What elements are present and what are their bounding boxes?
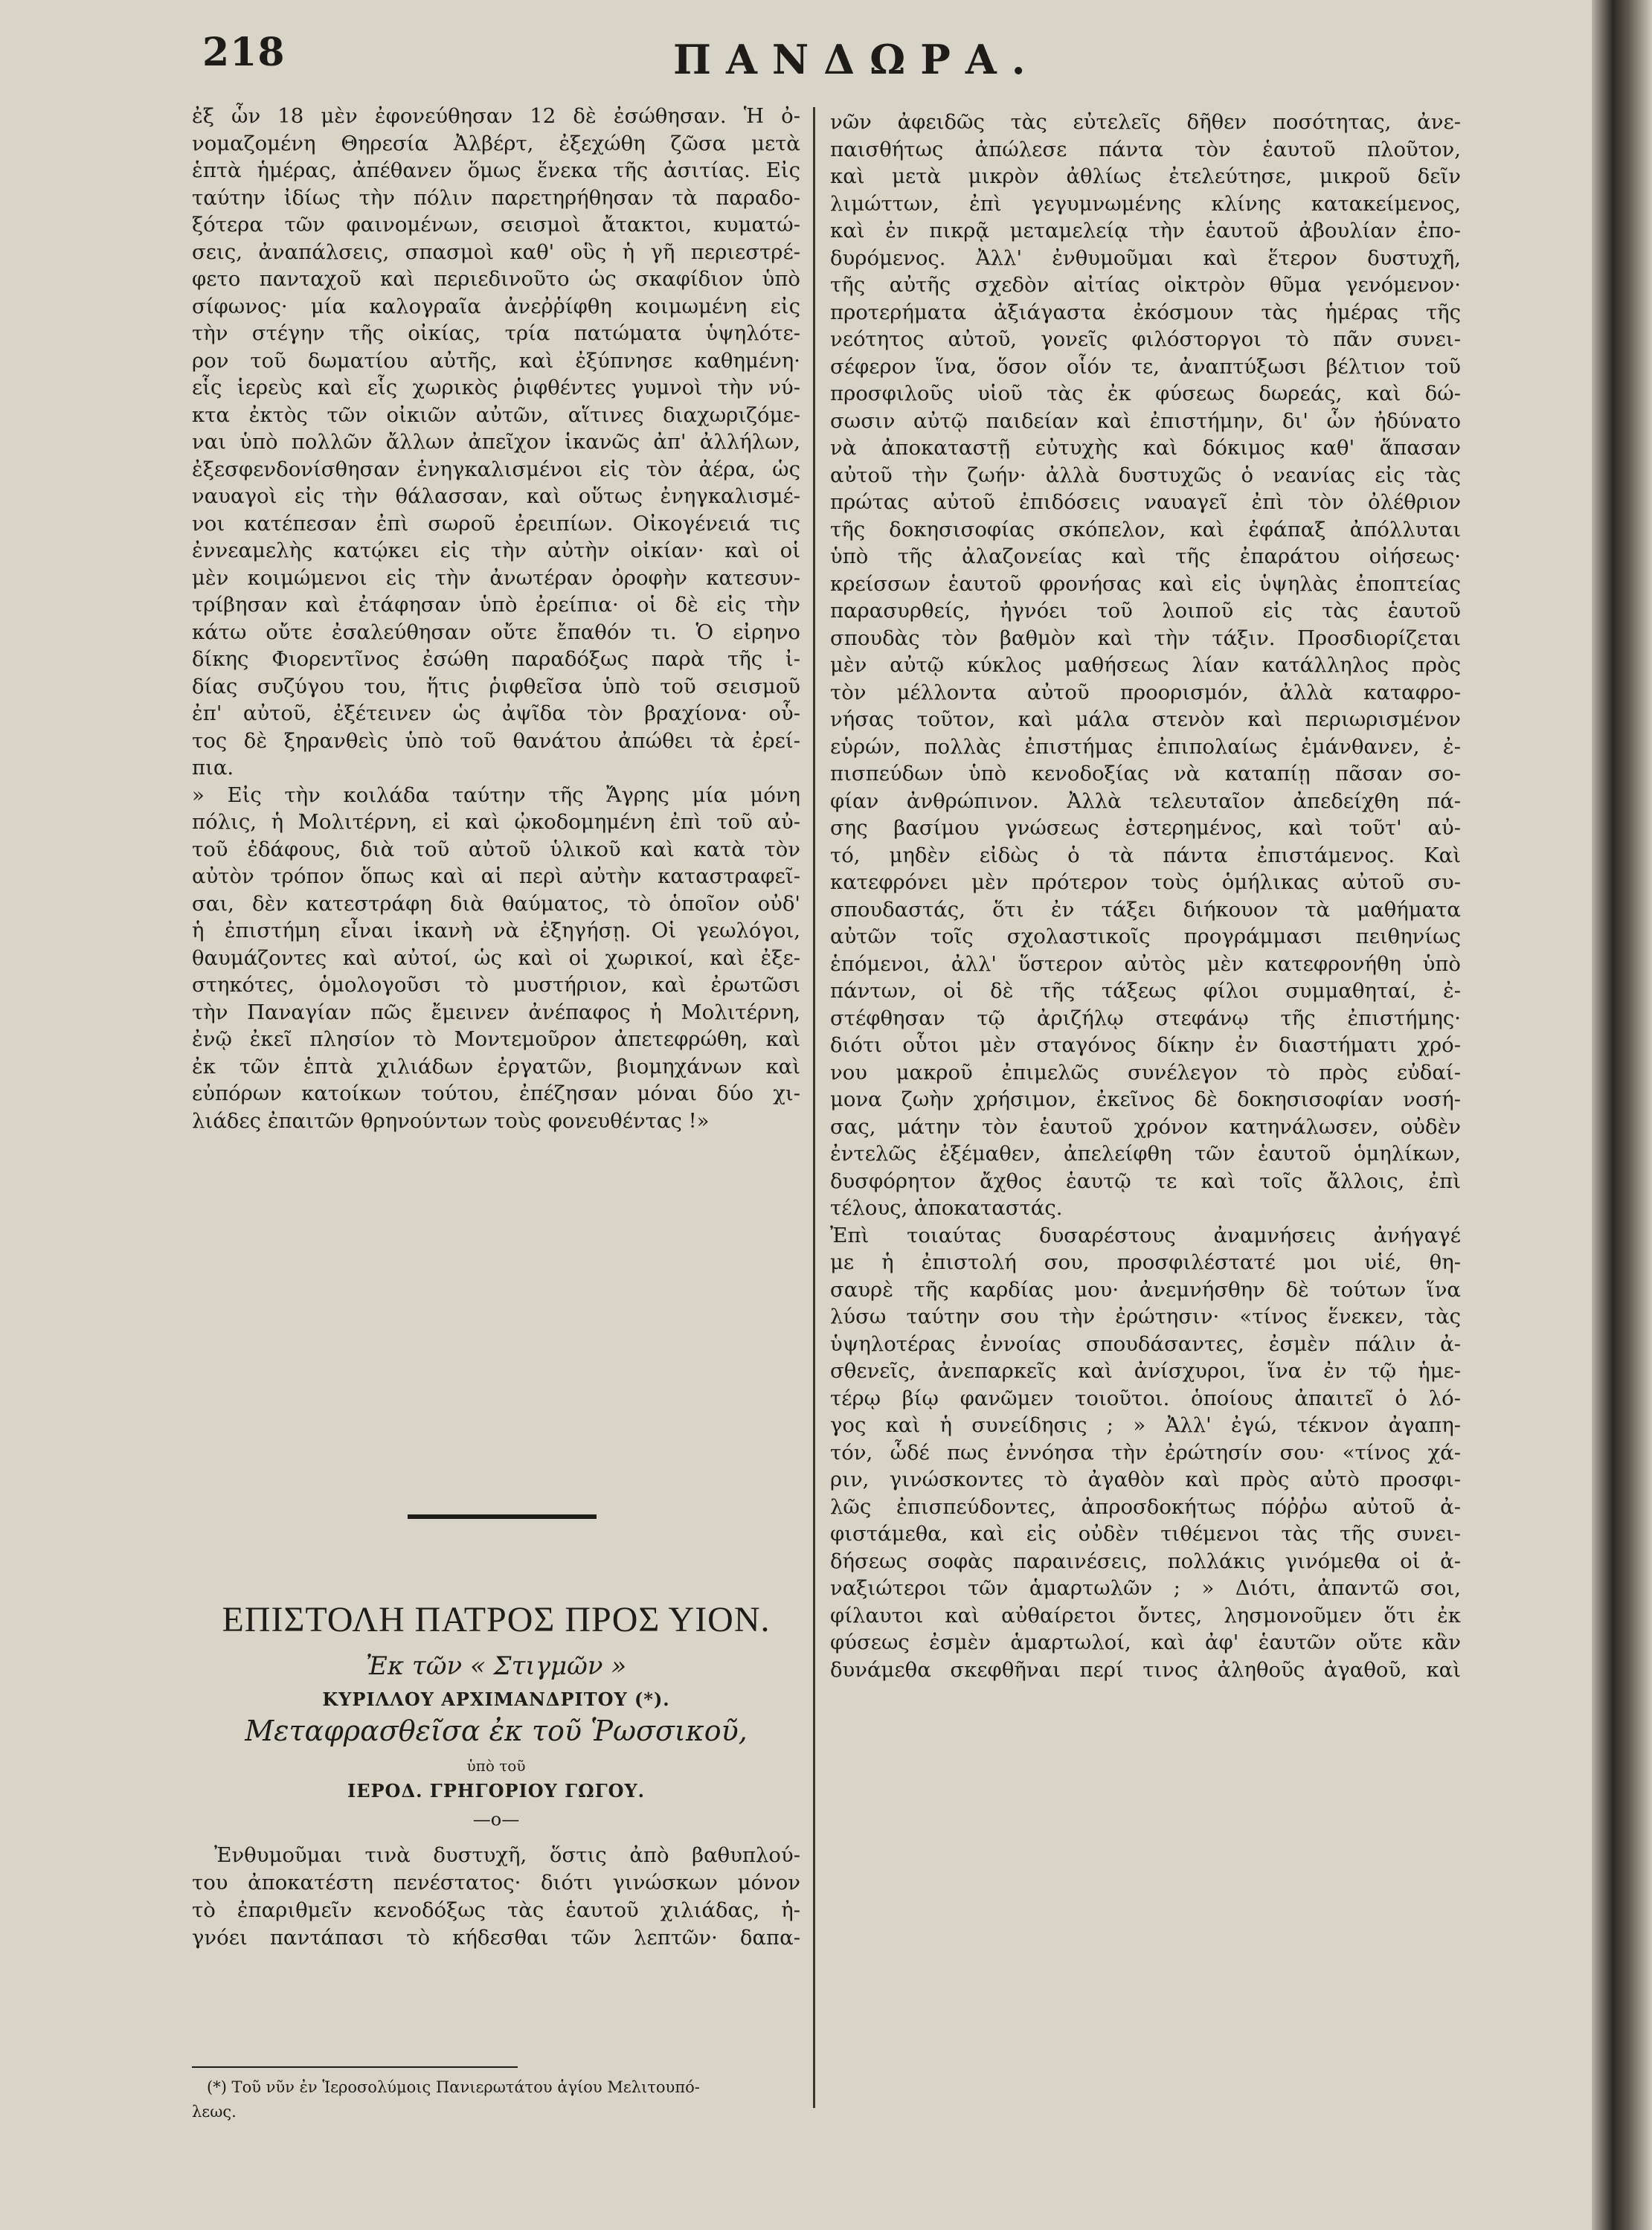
- text-line: νου μακροῦ ἐπιμελῶς συνέλεγον τὸ πρὸς εὐδαί-: [830, 1060, 1461, 1085]
- column-rule: [813, 107, 815, 2108]
- text-line: τέρῳ βίῳ φανῶμεν τοιοῦτοι. ὁποίους ἀπαιτεῖ ὁ λό-: [830, 1386, 1461, 1410]
- text-line: ἐπ' αὐτοῦ, ἐξέτεινεν ὡς ἀψῖδα τὸν βραχίονα· οὗ-: [192, 701, 800, 725]
- text-line: τὴν στέγην τῆς οἰκίας, τρία πατώματα ὑψηλότε-: [192, 321, 800, 345]
- text-line: κάτω οὔτε ἐσαλεύθησαν οὔτε ἔπαθόν τι. Ὁ εἰρηνο: [192, 620, 800, 644]
- text-line: σαυρὲ τῆς καρδίας μου· ἀνεμνήσθην δὲ τούτων ἵνα: [830, 1277, 1461, 1302]
- epistle-ornament: —ο—: [472, 1809, 520, 1830]
- text-line: δυνάμεθα σκεφθῆναι περί τινος ἀληθοῦς ἀγαθοῦ, καὶ: [830, 1657, 1461, 1682]
- text-line: στέφθησαν τῷ ἀριζήλῳ στεφάνῳ τῆς ἐπιστήμης·: [830, 1006, 1461, 1030]
- text-line: τοῦ ἐδάφους, διὰ τοῦ αὐτοῦ ὑλικοῦ καὶ κατὰ τὸν: [192, 837, 800, 861]
- text-line: σαι, δὲν κατεστράφη διὰ θαύματος, τὸ ὁποῖον οὐδ': [192, 891, 800, 916]
- text-line: ἐξ ὧν 18 μὲν ἐφονεύθησαν 12 δὲ ἐσώθησαν. Ἡ ὀ-: [192, 104, 800, 128]
- text-line: ὑψηλοτέρας ἐννοίας σπουδάσαντες, ἐσμὲν πάλιν ἀ-: [830, 1331, 1461, 1356]
- epistle-by: ὑπὸ τοῦ: [466, 1757, 526, 1775]
- text-line: Ἐπὶ τοιαύτας δυσαρέστους ἀναμνήσεις ἀνήγαγέ: [830, 1223, 1461, 1247]
- text-line: νὰ ἀποκαταστῇ εὐτυχὴς καὶ δόκιμος καθ' ἅπασαν: [830, 436, 1461, 460]
- text-line: εὐπόρων κατοίκων τούτου, ἐπέζησαν μόναι δύο χι-: [192, 1082, 800, 1105]
- text-line: αὐτῶν τοῖς σχολαστικοῖς προγράμμασι πειθηνίως: [830, 925, 1461, 948]
- text-line: σέφερον ἵνα, ὅσον οἷόν τε, ἀναπτύξωσι βέλτιον τοῦ: [830, 354, 1461, 379]
- right-column: [830, 109, 1461, 1683]
- text-line: ξότερα τῶν φαινομένων, σεισμοὶ ἄτακτοι, κυματώ-: [192, 213, 800, 237]
- text-line: σίφωνος· μία καλογραῖα ἀνεῤῥίφθη κοιμωμένη εἰς: [192, 294, 800, 318]
- text-line: ἑπτὰ ἡμέρας, ἀπέθανεν ὅμως ἕνεκα τῆς ἀσιτίας. Εἰς: [192, 158, 800, 182]
- text-line: ἐκ τῶν ἑπτὰ χιλιάδων ἐργατῶν, βιομηχάνων καὶ: [192, 1054, 800, 1079]
- text-line: νήσας τοῦτον, καὶ μάλα στενὸν καὶ περιωρισμένον: [830, 707, 1461, 731]
- text-line: δίας συζύγου του, ἥτις ῥιφθεῖσα ὑπὸ τοῦ σεισμοῦ: [192, 674, 800, 698]
- epistle-line: γνόει παντάπασι τὸ κήδεσθαι τῶν λεπτῶν· δαπα-: [192, 1926, 800, 1950]
- text-line: προτερήματα ἀξιάγαστα ἐκόσμουν τὰς ἡμέρας τῆς: [830, 300, 1461, 324]
- text-line: πια.: [192, 756, 234, 780]
- epistle-title: ΕΠΙΣΤΟΛΗ ΠΑΤΡΟΣ ΠΡΟΣ ΥΙΟΝ.: [222, 1600, 771, 1639]
- text-line: τόν, ὧδέ πως ἐννόησα τὴν ἐρώτησίν σου· «τίνος χά-: [830, 1440, 1461, 1465]
- page-number: 218: [202, 30, 286, 75]
- epistle-author: ΚΥΡΙΛΛΟΥ ΑΡΧΙΜΑΝΔΡΙΤΟΥ (*).: [322, 1688, 670, 1710]
- text-line: λιμώττων, ἐπὶ γεγυμνωμένης κλίνης κατακείμενος,: [830, 191, 1461, 216]
- text-line: ναξιώτεροι τῶν ἁμαρτωλῶν ; » Διότι, ἀπαντῶ σοι,: [830, 1576, 1461, 1600]
- text-line: ναυαγοὶ εἰς τὴν θάλασσαν, καὶ οὕτως ἐνηγκαλισμέ-: [192, 484, 800, 508]
- text-line: νομαζομένη Θηρεσία Ἀλβέρτ, ἐξεχώθη ζῶσα μετὰ: [192, 131, 800, 155]
- text-line: μὲν κοιμώμενοι εἰς τὴν ἀνωτέραν ὀροφὴν κατεσυν-: [192, 565, 800, 590]
- footnote: [192, 2075, 800, 2124]
- text-line: πισπεύδων ὑπὸ κενοδοξίας νὰ καταπίῃ πᾶσαν σο-: [830, 762, 1461, 785]
- text-line: σεις, ἀναπάλσεις, σπασμοὶ καθ' οὓς ἡ γῆ περιεστρέ-: [192, 240, 800, 264]
- text-line: ρον τοῦ δωματίου αὐτῆς, καὶ ἐξύπνησε καθημένη·: [192, 348, 800, 373]
- text-line: τέλους, ἀποκαταστάς.: [830, 1196, 1063, 1220]
- text-line: νεότητος αὐτοῦ, γονεῖς φιλόστοργοι τὸ πᾶν συνει-: [830, 327, 1461, 351]
- text-line: τος δὲ ξηρανθεὶς ὑπὸ τοῦ θανάτου ἀπώθει τὰ ἐρεί-: [192, 728, 800, 753]
- text-line: θαυμάζοντες καὶ αὐτοί, ὡς καὶ οἱ χωρικοί, καὶ ἐξε-: [192, 945, 800, 970]
- text-line: με ἡ ἐπιστολή σου, προσφιλέστατέ μοι υἱέ, θη-: [830, 1250, 1461, 1274]
- text-line: φίλαυτοι καὶ αὐθαίρετοι ὄντες, λησμονοῦμεν ὅτι ἐκ: [830, 1603, 1461, 1627]
- text-line: ταύτην ἰδίως τὴν πόλιν παρετηρήθησαν τὰ παραδο-: [192, 185, 800, 210]
- text-line: ἐντελῶς ἐξέμαθεν, ἀπελείφθη τῶν ἑαυτοῦ ὁμηλίκων,: [830, 1142, 1461, 1166]
- text-line: εἷς ἱερεὺς καὶ εἷς χωρικὸς ῥιφθέντες γυμνοὶ τὴν νύ-: [192, 376, 800, 399]
- text-line: τῆς δοκησισοφίας σκόπελον, καὶ ἐφάπαξ ἀπόλλυται: [830, 517, 1461, 542]
- text-line: πόλις, ἡ Μολιτέρνη, εἰ καὶ ᾠκοδομημένη ἐπὶ τοῦ αὐ-: [192, 810, 800, 834]
- text-line: φίαν ἀνθρώπινον. Ἀλλὰ τελευταῖον ἀπεδείχθη πά-: [830, 788, 1461, 813]
- text-line: σπουδὰς τὸν βαθμὸν καὶ τὴν τάξιν. Προσδιορίζεται: [830, 626, 1461, 650]
- text-line: καὶ μετὰ μικρὸν ἀθλίως ἐτελεύτησε, μικροῦ δεῖν: [830, 164, 1461, 188]
- epistle-line: τὸ ἐπαριθμεῖν κενοδόξως τὰς ἑαυτοῦ χιλιάδας, ἠ-: [192, 1898, 800, 1922]
- running-title: ΠΑΝΔΩΡΑ.: [673, 36, 1041, 83]
- text-line: προσφιλοῦς υἱοῦ τὰς ἐκ φύσεως δωρεάς, καὶ δώ-: [830, 382, 1461, 405]
- book-gutter: [1592, 0, 1652, 2230]
- text-line: σθενεῖς, ἀνεπαρκεῖς καὶ ἀνίσχυροι, ἵνα ἐν τῷ ἡμε-: [830, 1359, 1461, 1383]
- text-line: φιστάμεθα, καὶ εἰς οὐδὲν τιθέμενοι τὰς τῆς συνει-: [830, 1522, 1461, 1546]
- left-column: [192, 103, 800, 1134]
- text-line: νῶν ἀφειδῶς τὰς εὐτελεῖς δῆθεν ποσότητας, ἀνε-: [830, 110, 1461, 134]
- text-line: δυσφόρητον ἄχθος ἑαυτῷ τε καὶ τοῖς ἄλλοις, ἐπὶ: [830, 1169, 1461, 1193]
- text-line: λιάδες ἐπαιτῶν θρηνούντων τοὺς φονευθέντας !»: [192, 1108, 710, 1133]
- text-line: τῆς αὐτῆς σχεδὸν αἰτίας οἰκτρὸν θῦμα γενόμενον·: [830, 273, 1461, 297]
- text-line: τὸν μέλλοντα αὐτοῦ προορισμόν, ἀλλὰ καταφρο-: [830, 680, 1461, 704]
- text-line: φετο πανταχοῦ καὶ περιεδινοῦτο ὡς σκαφίδιον ὑπὸ: [192, 267, 800, 291]
- text-line: » Εἰς τὴν κοιλάδα ταύτην τῆς Ἄγρης μία μόνη: [192, 783, 800, 807]
- epistle-translated-note: Μεταφρασθεῖσα ἐκ τοῦ Ῥωσσικοῦ,: [245, 1715, 748, 1747]
- text-line: ἡ ἐπιστήμη εἶναι ἱκανὴ νὰ ἐξηγήσῃ. Οἱ γεωλόγοι,: [192, 919, 800, 942]
- text-line: ὑπὸ τῆς ἀλαζονείας καὶ τῆς ἐπαράτου οἰήσεως·: [830, 544, 1461, 568]
- text-line: νοι κατέπεσαν ἐπὶ σωροῦ ἐρειπίων. Οἰκογένειά τις: [192, 511, 800, 536]
- text-line: ἐνῷ ἐκεῖ πλησίον τὸ Μοντεμοῦρον ἀπετεφρώθη, καὶ: [192, 1027, 800, 1051]
- text-line: τρίβησαν καὶ ἐτάφησαν ὑπὸ ἐρείπια· οἱ δὲ εἰς τὴν: [192, 593, 800, 617]
- text-line: ἑπόμενοι, ἀλλ' ὕστερον αὐτὸς μὲν κατεφρονήθη ὑπὸ: [830, 951, 1461, 976]
- text-line: παισθήτως ἀπώλεσε πάντα τὸν ἑαυτοῦ πλοῦτον,: [830, 137, 1461, 161]
- epistle-translator: ΙΕΡΟΔ. ΓΡΗΓΟΡΙΟΥ ΓΩΓΟΥ.: [347, 1780, 645, 1802]
- text-line: τό, μηδὲν εἰδὼς ὁ τὰ πάντα ἐπιστάμενος. Καὶ: [830, 843, 1461, 867]
- text-line: ἐξεσφενδονίσθησαν ἐνηγκαλισμένοι εἰς τὸν ἀέρα, ὡς: [192, 457, 800, 481]
- epistle-line: Ἐνθυμοῦμαι τινὰ δυστυχῆ, ὅστις ἀπὸ βαθυπλού-: [214, 1843, 800, 1867]
- footnote-line: (*) Τοῦ νῦν ἐν Ἱεροσολύμοις Πανιερωτάτου ἁγίου Μελιτουπό-: [207, 2078, 700, 2096]
- text-line: τὴν Παναγίαν πῶς ἔμεινεν ἀνέπαφος ἡ Μολιτέρνη,: [192, 1000, 800, 1024]
- epistle-line: του ἀποκατέστη πενέστατος· διότι γινώσκων μόνον: [192, 1871, 800, 1895]
- text-line: σπουδαστάς, ὅτι ἐν τάξει διήκουον τὰ μαθήματα: [830, 897, 1461, 922]
- text-line: κατεφρόνει μὲν πρότερον τοὺς ὁμήλικας αὐτοῦ συ-: [830, 870, 1461, 894]
- text-line: διότι οὗτοι μὲν σταγόνος δίκην ἐν διαστήματι χρό-: [830, 1033, 1461, 1057]
- text-line: στηκότες, ὁμολογοῦσι τὸ μυστήριον, καὶ ἐρωτῶσι: [192, 973, 800, 997]
- footnote-rule: [192, 2066, 518, 2068]
- text-line: γος καὶ ἡ συνείδησις ; » Ἀλλ' ἐγώ, τέκνον ἀγαπη-: [830, 1413, 1461, 1437]
- text-line: πάντων, οἱ δὲ τῆς τάξεως φίλοι συμμαθηταί, ἐ-: [830, 979, 1461, 1003]
- text-line: ναι ὑπὸ πολλῶν ἄλλων ἀπεῖχον ἱκανῶς ἀπ' ἀλλήλων,: [192, 430, 800, 454]
- text-line: καὶ ἐν πικρᾷ μεταμελείᾳ τὴν ἑαυτοῦ ἀβουλίαν ἐπο-: [830, 219, 1461, 242]
- text-line: λύσω ταύτην σου τὴν ἐρώτησιν· «τίνος ἕνεκεν, τὰς: [830, 1305, 1461, 1328]
- text-line: ριν, γινώσκοντες τὸ ἀγαθὸν καὶ πρὸς αὐτὸ προσφι-: [830, 1468, 1461, 1491]
- text-line: ἐννεαμελὴς κατῴκει εἰς τὴν αὐτὴν οἰκίαν· καὶ οἱ: [192, 539, 800, 562]
- text-line: αὐτὸν τρόπον ὅπως καὶ αἱ περὶ αὐτὴν καταστραφεῖ-: [192, 864, 800, 888]
- text-line: λῶς ἐπισπεύδοντες, ἀπροσδοκήτως πόῤῥω αὐτοῦ ἀ-: [830, 1494, 1461, 1519]
- text-line: φύσεως ἐσμὲν ἁμαρτωλοί, καὶ ἀφ' ἑαυτῶν οὔτε κἂν: [830, 1630, 1461, 1654]
- text-line: σης βασίμου γνώσεως ἐστερημένος, καὶ τοῦτ' αὐ-: [830, 816, 1461, 840]
- text-line: κρείσσων ἑαυτοῦ φρονήσας καὶ εἰς ὑψηλὰς ἐποπτείας: [830, 571, 1461, 596]
- text-line: δυρόμενος. Ἀλλ' ἐνθυμοῦμαι καὶ ἕτερον δυστυχῆ,: [830, 245, 1461, 270]
- footnote-line: λεως.: [192, 2103, 237, 2121]
- text-line: κτα ἐκτὸς τῶν οἰκιῶν αὐτῶν, αἵτινες διαχωριζόμε-: [192, 402, 800, 427]
- text-line: μὲν αὐτῷ κύκλος μαθήσεως λίαν κατάλληλος πρὸς: [830, 653, 1461, 677]
- text-line: μονα ζωὴν χρήσιμον, ἐκεῖνος δὲ δοκησισοφίαν νοσή-: [830, 1087, 1461, 1111]
- text-line: δήσεως σοφὰς παραινέσεις, πολλάκις γινόμεθα οἱ ἀ-: [830, 1549, 1461, 1573]
- text-line: πρώτας αὐτοῦ ἐπιδόσεις ναυαγεῖ ἐπὶ τὸν ὀλέθριον: [830, 490, 1461, 514]
- text-line: σωσιν αὐτῷ παιδείαν καὶ ἐπιστήμην, δι' ὧν ἠδύνατο: [830, 408, 1461, 433]
- text-line: αὐτοῦ τὴν ζωήν· ἀλλὰ δυστυχῶς ὁ νεανίας εἰς τὰς: [830, 463, 1461, 487]
- text-line: παρασυρθείς, ἠγνόει τοῦ λοιποῦ εἰς τὰς ἑαυτοῦ: [830, 599, 1461, 623]
- text-line: σας, μάτην τὸν ἑαυτοῦ χρόνον κατηνάλωσεν, οὐδὲν: [830, 1114, 1461, 1139]
- epistle-source: Ἐκ τῶν « Στιγμῶν »: [365, 1651, 627, 1681]
- text-line: εὑρών, πολλὰς ἐπιστήμας ἐπιπολαίως ἐμάνθανεν, ἐ-: [830, 734, 1461, 759]
- epistle-body: [192, 1842, 800, 1952]
- section-divider-rule: [408, 1514, 597, 1519]
- text-line: δίκης Φιορεντῖνος ἐσώθη παραδόξως παρὰ τῆς ἰ-: [192, 647, 800, 671]
